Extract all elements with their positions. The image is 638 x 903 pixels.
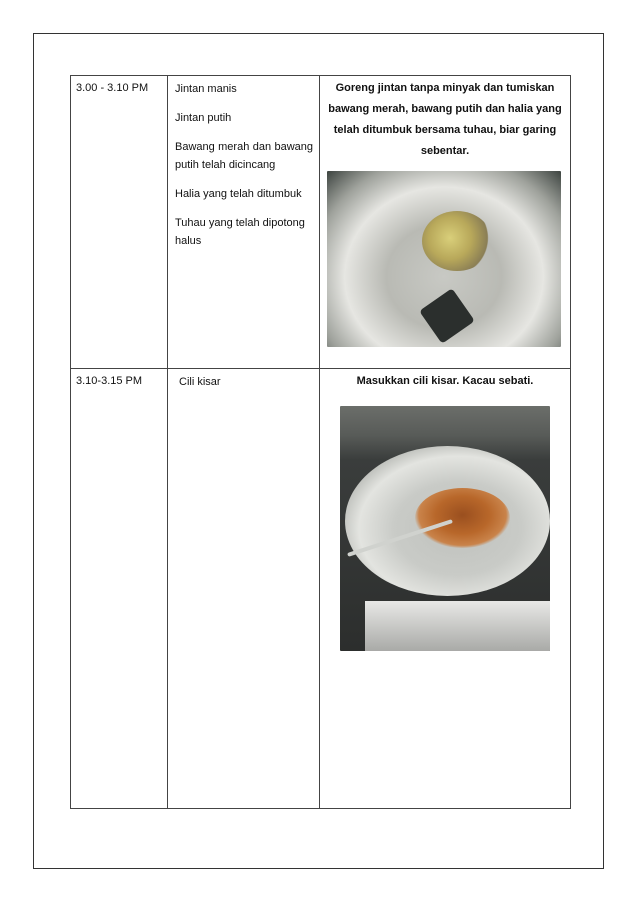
ingredient-item: Jintan manis [175, 83, 237, 95]
time-cell: 3.10-3.15 PM [71, 369, 168, 809]
spatula-image [419, 288, 475, 344]
frying-wok-photo [327, 171, 561, 347]
ingredient-item: Tuhau yang telah dipotong halus [175, 217, 305, 247]
step-cell [320, 76, 571, 369]
ingredient-item: Halia yang telah ditumbuk [175, 188, 302, 200]
step-instruction: Goreng jintan tanpa minyak dan tumiskan bawang merah, bawang putih dan halia yang telah ditumbuk bersama tuhau, biar garing sebentar. [328, 82, 562, 157]
ingredients-cell [168, 369, 320, 809]
time-cell: 3.00 - 3.10 PM [71, 76, 168, 369]
frying-ingredients-image [422, 211, 492, 271]
step-cell [320, 369, 571, 809]
ingredients-cell [168, 76, 320, 369]
step-instruction: Masukkan cili kisar. Kacau sebati. [356, 375, 534, 387]
ingredient-item: Jintan putih [175, 112, 232, 124]
cooking-schedule-table [70, 75, 571, 809]
table-row [71, 76, 571, 369]
counter-image [365, 601, 550, 651]
ingredient-item: Bawang merah dan bawang putih telah dicincang [175, 141, 313, 171]
chili-paste-image [415, 488, 510, 548]
chili-wok-photo [340, 406, 550, 651]
ingredient-item: Cili kisar [179, 376, 221, 388]
table-row [71, 369, 571, 809]
